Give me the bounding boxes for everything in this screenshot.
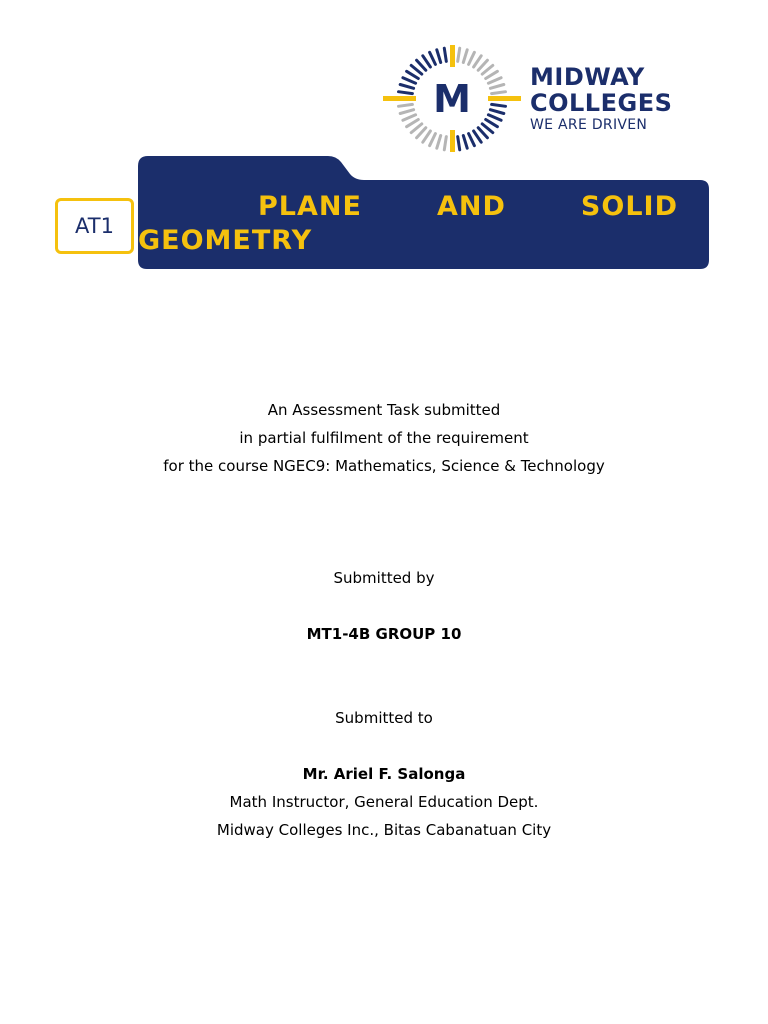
logo-ray <box>469 52 475 64</box>
logo-ray <box>458 137 460 150</box>
logo-ray <box>444 48 446 61</box>
logo-wordmark <box>530 64 710 134</box>
logo-ray <box>488 78 501 84</box>
logo-ray <box>486 120 498 127</box>
logo-name-line1: MIDWAY <box>530 63 645 91</box>
logo-ray <box>411 65 422 74</box>
school-logo <box>380 42 710 157</box>
logo-ray <box>417 128 426 138</box>
logo-ray <box>482 124 493 133</box>
logo-ray <box>469 134 475 146</box>
logo-ray <box>488 115 501 121</box>
logo-ray <box>437 136 441 149</box>
submitted-to-section <box>0 704 768 732</box>
crosshair-left <box>383 96 416 101</box>
logo-ray <box>474 131 482 142</box>
intro-line-2: in partial fulfilment of the requirement <box>239 429 529 447</box>
logo-ray <box>417 60 426 70</box>
logo-ray <box>463 50 467 63</box>
logo-ray <box>399 104 413 106</box>
logo-ray <box>423 131 431 142</box>
logo-ray <box>444 137 446 150</box>
crosshair-right <box>488 96 521 101</box>
intro-line-3: for the course NGEC9: Mathematics, Science & Technology <box>163 457 605 475</box>
logo-ray <box>490 110 503 114</box>
document-title: PLANE AND SOLID GEOMETRY <box>138 191 678 256</box>
logo-ray <box>478 60 487 70</box>
submitted-to-label: Submitted to <box>335 709 433 727</box>
instructor-block <box>0 760 768 844</box>
logo-ray <box>400 85 413 89</box>
logo-ray <box>486 71 498 78</box>
logo-ray <box>474 56 482 67</box>
crosshair-top <box>450 45 455 67</box>
submitted-by-label: Submitted by <box>333 569 435 587</box>
crosshair-bottom <box>450 130 455 152</box>
logo-ray <box>463 136 467 149</box>
logo-ray <box>478 128 487 138</box>
logo-ray <box>430 52 436 64</box>
submitted-by-name: MT1-4B GROUP 10 <box>306 625 462 643</box>
logo-ray <box>411 124 422 133</box>
logo-ray <box>407 120 419 127</box>
logo-letter: M <box>433 77 471 121</box>
logo-ray <box>423 56 431 67</box>
logo-ray <box>437 50 441 63</box>
logo-ray <box>403 78 416 84</box>
intro-line-1: An Assessment Task submitted <box>267 401 501 419</box>
logo-ray <box>399 92 413 94</box>
logo-ray <box>492 104 506 106</box>
assessment-badge: AT1 <box>55 198 134 254</box>
submitted-by-section <box>0 564 768 592</box>
logo-emblem-icon <box>380 42 522 157</box>
logo-tagline: WE ARE DRIVEN <box>530 117 648 133</box>
logo-ray <box>482 65 493 74</box>
logo-ray <box>430 134 436 146</box>
intro-text <box>0 396 768 480</box>
logo-ray <box>403 115 416 121</box>
submitted-by-name-block <box>0 620 768 648</box>
instructor-position: Math Instructor, General Education Dept. <box>229 793 539 811</box>
logo-ray <box>400 110 413 114</box>
logo-name-line2: COLLEGES <box>530 89 673 117</box>
logo-ray <box>490 85 503 89</box>
logo-ray <box>492 92 506 94</box>
logo-ray <box>458 48 460 61</box>
logo-ray <box>407 71 419 78</box>
instructor-name: Mr. Ariel F. Salonga <box>302 765 466 783</box>
instructor-institution: Midway Colleges Inc., Bitas Cabanatuan City <box>216 821 552 839</box>
